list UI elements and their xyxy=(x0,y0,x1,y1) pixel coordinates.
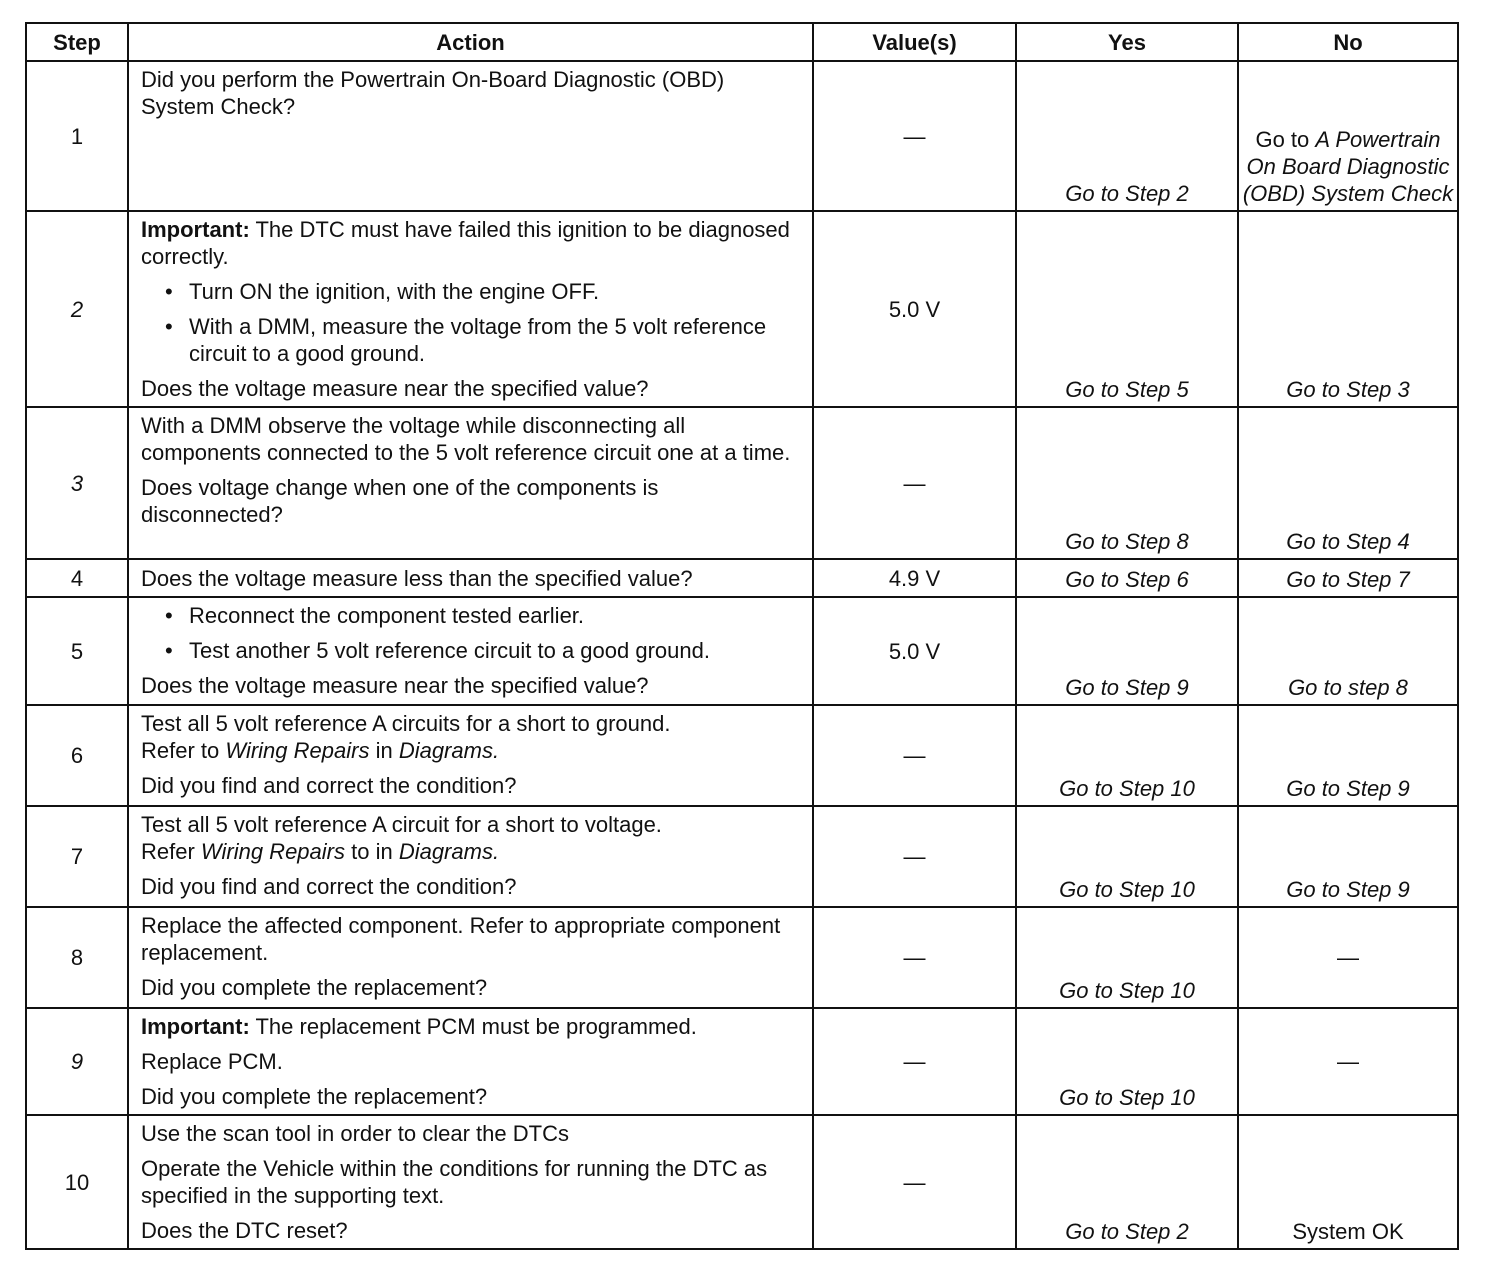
no-link: A Powertrain On Board Diagnostic (OBD) System Check xyxy=(1242,127,1454,206)
no-cell: — xyxy=(1238,907,1458,1008)
refer-text: Refer xyxy=(141,839,201,864)
step-number: 10 xyxy=(26,1115,128,1249)
action-cell xyxy=(128,1008,813,1115)
yes-cell: Go to Step 10 xyxy=(1016,806,1238,907)
bullet-item: • With a DMM, measure the voltage from the 5 volt reference circuit to a good ground. xyxy=(141,313,802,367)
action-question: Does the voltage measure less than the specified value? xyxy=(141,565,693,591)
header-row xyxy=(26,23,1458,61)
table-row xyxy=(26,559,1458,597)
value-cell: — xyxy=(813,907,1016,1008)
no-cell: Go to Step 4 xyxy=(1238,407,1458,559)
value-cell: 4.9 V xyxy=(813,559,1016,597)
important-note xyxy=(141,216,802,270)
value-cell: — xyxy=(813,705,1016,806)
no-cell: Go to Step 9 xyxy=(1238,806,1458,907)
yes-cell: Go to Step 2 xyxy=(1016,1115,1238,1249)
yes-cell: Go to Step 2 xyxy=(1016,61,1238,211)
step-number: 9 xyxy=(26,1008,128,1115)
value-cell: — xyxy=(813,407,1016,559)
important-text: The replacement PCM must be programmed. xyxy=(249,1014,697,1039)
yes-cell: Go to Step 10 xyxy=(1016,705,1238,806)
table-row xyxy=(26,1115,1458,1249)
table-row xyxy=(26,407,1458,559)
bullet-item: • Test another 5 volt reference circuit to a good ground. xyxy=(141,637,802,664)
header-step: Step xyxy=(26,23,128,61)
wiring-repairs-ref: Wiring Repairs xyxy=(225,738,370,763)
table-row xyxy=(26,907,1458,1008)
diagrams-ref: Diagrams. xyxy=(398,738,500,763)
yes-cell: Go to Step 6 xyxy=(1016,559,1238,597)
diagrams-ref: Diagrams. xyxy=(398,839,500,864)
step-number: 8 xyxy=(26,907,128,1008)
step-number: 6 xyxy=(26,705,128,806)
table-row xyxy=(26,1008,1458,1115)
step-number: 4 xyxy=(26,559,128,597)
action-line: Test all 5 volt reference A circuits for a short to ground. xyxy=(141,711,671,736)
action-cell xyxy=(128,407,813,559)
refer-text: Refer to xyxy=(141,738,226,763)
action-cell xyxy=(128,907,813,1008)
action-cell xyxy=(128,61,813,211)
action-question: Did you complete the replacement? xyxy=(141,1084,488,1109)
action-text: Replace the affected component. Refer to appropriate component replacement. xyxy=(141,913,781,965)
action-question: Did you complete the replacement? xyxy=(141,975,488,1000)
yes-cell: Go to Step 9 xyxy=(1016,597,1238,705)
step-number: 2 xyxy=(26,211,128,407)
action-text: Operate the Vehicle within the conditions for running the DTC as specified in the supporting text. xyxy=(141,1156,768,1208)
no-prefix: Go to xyxy=(1255,127,1316,152)
bullet-item: • Turn ON the ignition, with the engine OFF. xyxy=(141,278,802,305)
action-text: Replace PCM. xyxy=(141,1049,283,1074)
step-number: 5 xyxy=(26,597,128,705)
action-text: Did you perform the Powertrain On-Board Diagnostic (OBD) System Check? xyxy=(141,67,725,119)
action-text: With a DMM observe the voltage while disconnecting all components connected to the 5 volt reference circuit one at a time. xyxy=(141,413,791,465)
action-cell xyxy=(128,559,813,597)
action-cell xyxy=(128,1115,813,1249)
action-text xyxy=(141,710,802,764)
important-label: Important: xyxy=(141,217,250,242)
value-cell: — xyxy=(813,1008,1016,1115)
no-cell: Go to Step 7 xyxy=(1238,559,1458,597)
value-cell: 5.0 V xyxy=(813,597,1016,705)
header-yes: Yes xyxy=(1016,23,1238,61)
refer-text: to in xyxy=(345,839,399,864)
table-row xyxy=(26,705,1458,806)
yes-cell: Go to Step 10 xyxy=(1016,907,1238,1008)
step-number: 1 xyxy=(26,61,128,211)
action-cell xyxy=(128,806,813,907)
no-cell: Go to Step 9 xyxy=(1238,705,1458,806)
action-question: Does the voltage measure near the specified value? xyxy=(141,673,649,698)
action-question: Does the voltage measure near the specified value? xyxy=(141,376,649,401)
action-question: Did you find and correct the condition? xyxy=(141,773,517,798)
table-row xyxy=(26,61,1458,211)
table-row xyxy=(26,806,1458,907)
no-cell: System OK xyxy=(1238,1115,1458,1249)
refer-text: in xyxy=(369,738,399,763)
value-cell: 5.0 V xyxy=(813,211,1016,407)
step-number: 3 xyxy=(26,407,128,559)
important-text: The DTC must have failed this ignition to be diagnosed correctly. xyxy=(141,217,790,269)
no-cell: Go to step 8 xyxy=(1238,597,1458,705)
yes-cell: Go to Step 10 xyxy=(1016,1008,1238,1115)
no-cell: — xyxy=(1238,1008,1458,1115)
action-text xyxy=(141,811,802,865)
bullet-item: • Reconnect the component tested earlier. xyxy=(141,602,802,629)
action-cell xyxy=(128,597,813,705)
value-cell: — xyxy=(813,806,1016,907)
header-values: Value(s) xyxy=(813,23,1016,61)
action-cell xyxy=(128,705,813,806)
step-number: 7 xyxy=(26,806,128,907)
no-cell: Go to Step 3 xyxy=(1238,211,1458,407)
action-cell xyxy=(128,211,813,407)
value-cell: — xyxy=(813,1115,1016,1249)
action-text: Use the scan tool in order to clear the DTCs xyxy=(141,1121,569,1146)
header-no: No xyxy=(1238,23,1458,61)
diagnostic-table xyxy=(25,22,1459,1250)
action-question: Does voltage change when one of the components is disconnected? xyxy=(141,475,659,527)
table-row xyxy=(26,211,1458,407)
yes-cell: Go to Step 8 xyxy=(1016,407,1238,559)
table-row xyxy=(26,597,1458,705)
important-label: Important: xyxy=(141,1014,250,1039)
value-cell: — xyxy=(813,61,1016,211)
action-question: Does the DTC reset? xyxy=(141,1218,348,1243)
important-note xyxy=(141,1013,802,1040)
action-line: Test all 5 volt reference A circuit for a short to voltage. xyxy=(141,812,662,837)
action-question: Did you find and correct the condition? xyxy=(141,874,517,899)
wiring-repairs-ref: Wiring Repairs xyxy=(200,839,345,864)
no-cell xyxy=(1238,61,1458,211)
header-action: Action xyxy=(128,23,813,61)
yes-cell: Go to Step 5 xyxy=(1016,211,1238,407)
